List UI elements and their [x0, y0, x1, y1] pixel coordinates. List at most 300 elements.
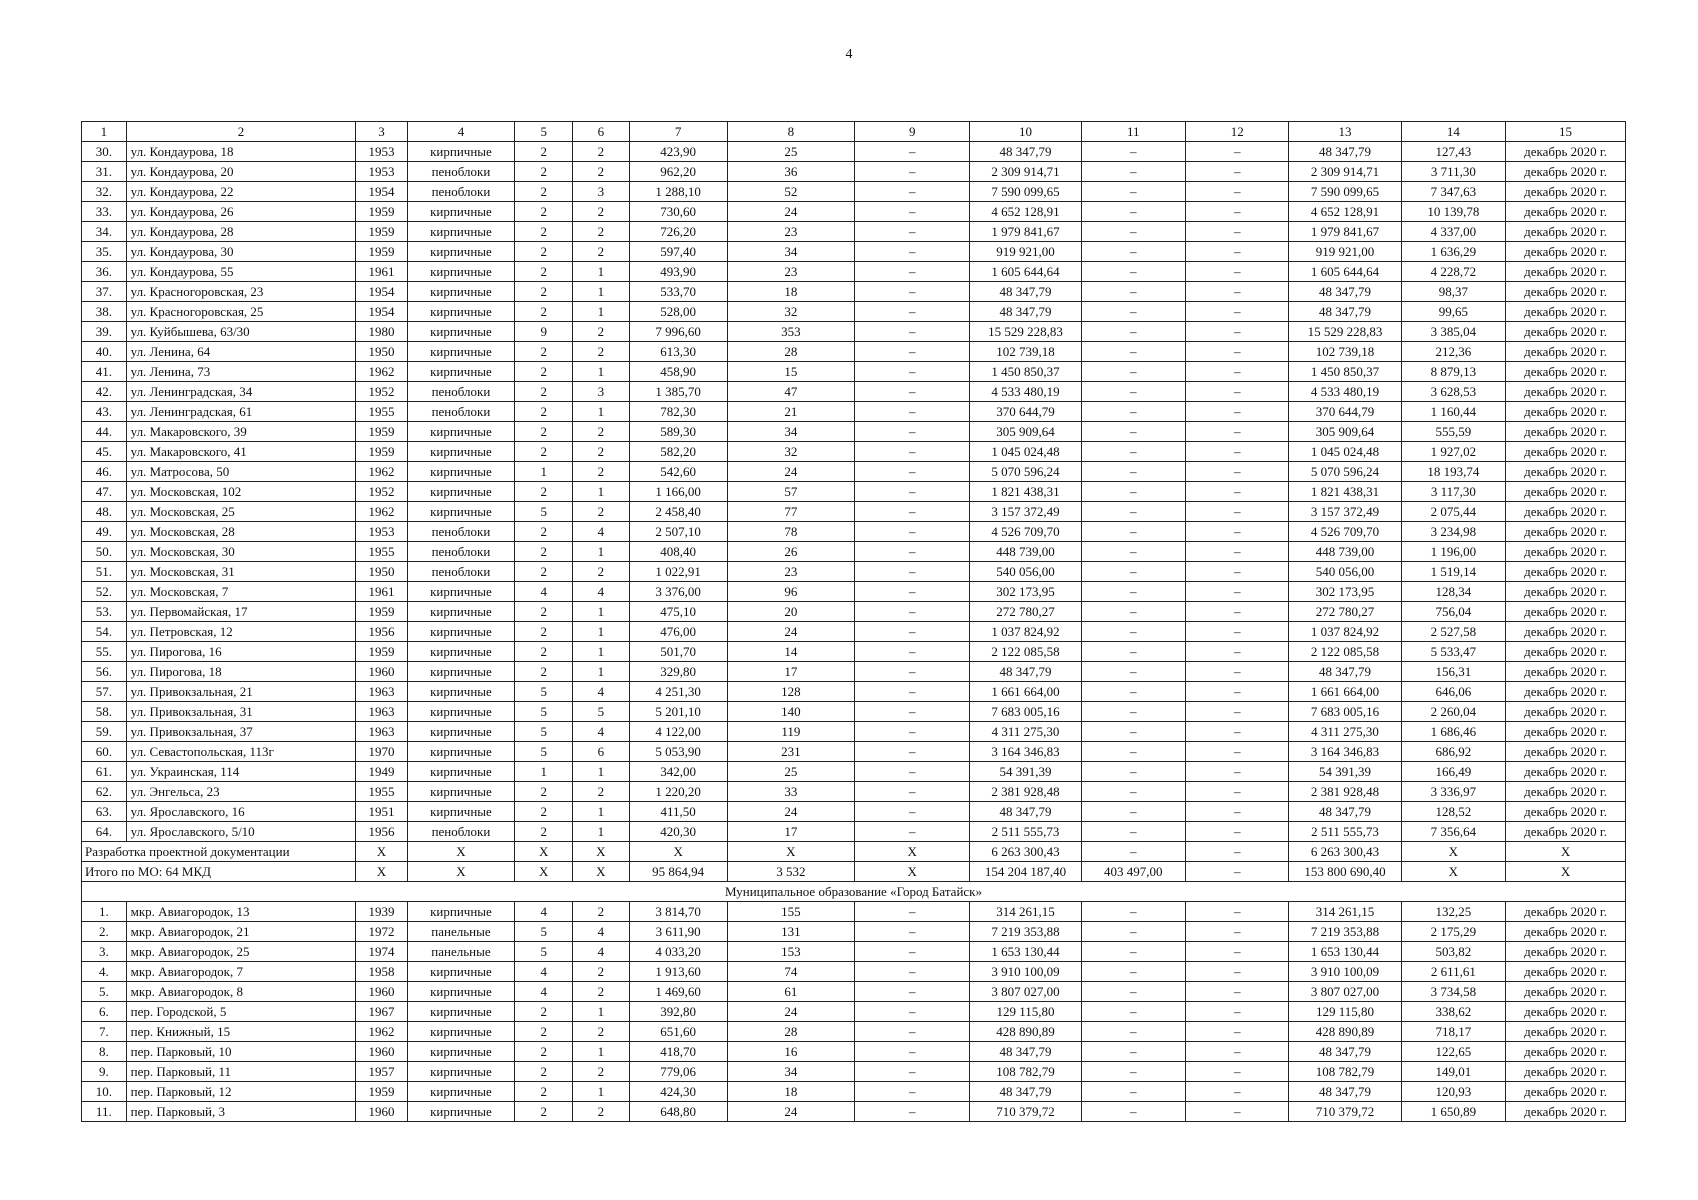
table-cell: – — [1186, 442, 1289, 462]
table-cell: – — [1186, 502, 1289, 522]
table-cell: 2 075,44 — [1401, 502, 1506, 522]
table-cell: декабрь 2020 г. — [1506, 182, 1626, 202]
table-row — [82, 162, 1626, 182]
column-header: 3 — [356, 122, 407, 142]
table-row — [82, 1062, 1626, 1082]
table-cell: 7 996,60 — [629, 322, 727, 342]
table-cell: – — [1081, 1082, 1186, 1102]
table-cell: 1 160,44 — [1401, 402, 1506, 422]
table-row — [82, 982, 1626, 1002]
table-cell: декабрь 2020 г. — [1506, 242, 1626, 262]
table-cell: 1955 — [356, 542, 407, 562]
table-cell: 24 — [727, 1002, 854, 1022]
table-cell: 1959 — [356, 422, 407, 442]
table-cell: декабрь 2020 г. — [1506, 782, 1626, 802]
table-cell: 35. — [82, 242, 127, 262]
table-cell: 962,20 — [629, 162, 727, 182]
table-cell: 2 — [515, 242, 573, 262]
table-row — [82, 382, 1626, 402]
table-cell: 5 — [573, 702, 630, 722]
table-cell: – — [1186, 142, 1289, 162]
table-cell: кирпичные — [407, 462, 515, 482]
table-cell: – — [1186, 282, 1289, 302]
table-cell: 1 — [573, 282, 630, 302]
table-cell: 1962 — [356, 362, 407, 382]
table-cell: 1 650,89 — [1401, 1102, 1506, 1122]
table-cell: 1 653 130,44 — [1289, 942, 1401, 962]
table-cell: 61. — [82, 762, 127, 782]
table-cell: 779,06 — [629, 1062, 727, 1082]
table-cell: 48 347,79 — [1289, 282, 1401, 302]
table-cell: 302 173,95 — [970, 582, 1081, 602]
table-cell: кирпичные — [407, 682, 515, 702]
table-cell: – — [1081, 462, 1186, 482]
table-cell: 52 — [727, 182, 854, 202]
table-cell: декабрь 2020 г. — [1506, 682, 1626, 702]
table-cell: декабрь 2020 г. — [1506, 502, 1626, 522]
table-row — [82, 422, 1626, 442]
table-cell: 52. — [82, 582, 127, 602]
table-cell: 2 — [515, 162, 573, 182]
table-cell: Х — [356, 862, 407, 882]
table-cell: декабрь 2020 г. — [1506, 462, 1626, 482]
table-cell: 1 605 644,64 — [1289, 262, 1401, 282]
table-cell: 2 — [515, 142, 573, 162]
address-cell: ул. Петровская, 12 — [126, 622, 356, 642]
table-cell: 1 022,91 — [629, 562, 727, 582]
table-cell: 476,00 — [629, 622, 727, 642]
table-cell: 2 — [573, 442, 630, 462]
address-cell: ул. Макаровского, 41 — [126, 442, 356, 462]
table-cell: декабрь 2020 г. — [1506, 142, 1626, 162]
address-cell: ул. Ленина, 73 — [126, 362, 356, 382]
table-cell: – — [855, 142, 970, 162]
table-cell: пеноблоки — [407, 182, 515, 202]
table-row — [82, 782, 1626, 802]
table-cell: 54. — [82, 622, 127, 642]
table-cell: 2 — [515, 602, 573, 622]
table-cell: 2 — [573, 1022, 630, 1042]
table-cell: 120,93 — [1401, 1082, 1506, 1102]
table-cell: 1 220,20 — [629, 782, 727, 802]
table-row — [82, 502, 1626, 522]
table-row — [82, 482, 1626, 502]
table-cell: 420,30 — [629, 822, 727, 842]
table-cell: 782,30 — [629, 402, 727, 422]
table-cell: 3 — [573, 182, 630, 202]
table-cell: – — [855, 1022, 970, 1042]
table-row — [82, 362, 1626, 382]
table-cell: 2 — [573, 242, 630, 262]
table-cell: декабрь 2020 г. — [1506, 222, 1626, 242]
table-cell: 2 260,04 — [1401, 702, 1506, 722]
table-cell: – — [855, 1042, 970, 1062]
table-cell: 2 — [573, 342, 630, 362]
table-cell: 48 347,79 — [970, 662, 1081, 682]
table-cell: 1961 — [356, 262, 407, 282]
table-cell: декабрь 2020 г. — [1506, 742, 1626, 762]
table-cell: 34 — [727, 422, 854, 442]
table-cell: – — [1081, 902, 1186, 922]
table-cell: декабрь 2020 г. — [1506, 482, 1626, 502]
table-cell: – — [1081, 542, 1186, 562]
table-cell: 1 166,00 — [629, 482, 727, 502]
table-cell: 9 — [515, 322, 573, 342]
table-cell: 30. — [82, 142, 127, 162]
table-cell: – — [855, 482, 970, 502]
table-cell: – — [1186, 702, 1289, 722]
table-cell: 4 533 480,19 — [970, 382, 1081, 402]
table-cell: 329,80 — [629, 662, 727, 682]
table-cell: 1 469,60 — [629, 982, 727, 1002]
table-cell: 2 — [515, 562, 573, 582]
header-row — [82, 122, 1626, 142]
table-cell: – — [1186, 382, 1289, 402]
table-cell: 2 — [573, 222, 630, 242]
table-cell: 4 — [515, 582, 573, 602]
column-header: 7 — [629, 122, 727, 142]
table-cell: 5 201,10 — [629, 702, 727, 722]
table-cell: 353 — [727, 322, 854, 342]
table-cell: декабрь 2020 г. — [1506, 962, 1626, 982]
table-cell: – — [855, 1082, 970, 1102]
table-cell: Х — [855, 862, 970, 882]
table-cell: 648,80 — [629, 1102, 727, 1122]
table-cell: – — [1081, 382, 1186, 402]
table-cell: 2 — [515, 782, 573, 802]
table-cell: 651,60 — [629, 1022, 727, 1042]
table-cell: – — [855, 282, 970, 302]
table-cell: пеноблоки — [407, 402, 515, 422]
table-cell: 686,92 — [1401, 742, 1506, 762]
table-row — [82, 442, 1626, 462]
table-cell: 4 033,20 — [629, 942, 727, 962]
table-cell: кирпичные — [407, 902, 515, 922]
table-cell: декабрь 2020 г. — [1506, 662, 1626, 682]
table-cell: – — [1186, 202, 1289, 222]
table-cell: 34 — [727, 242, 854, 262]
table-cell: – — [1186, 782, 1289, 802]
column-header: 2 — [126, 122, 356, 142]
table-cell: 1 450 850,37 — [1289, 362, 1401, 382]
table-cell: 1 979 841,67 — [970, 222, 1081, 242]
table-cell: 7 683 005,16 — [1289, 702, 1401, 722]
table-cell: 540 056,00 — [970, 562, 1081, 582]
table-cell: – — [1186, 1002, 1289, 1022]
table-cell: декабрь 2020 г. — [1506, 1082, 1626, 1102]
table-cell: 1 037 824,92 — [1289, 622, 1401, 642]
table-cell: 1 — [573, 402, 630, 422]
table-cell: – — [1081, 762, 1186, 782]
table-cell: – — [1081, 562, 1186, 582]
table-cell: 5 533,47 — [1401, 642, 1506, 662]
table-cell: 272 780,27 — [1289, 602, 1401, 622]
table-cell: – — [1081, 582, 1186, 602]
table-cell: кирпичные — [407, 322, 515, 342]
table-cell: 589,30 — [629, 422, 727, 442]
table-cell: 1 — [573, 822, 630, 842]
table-cell: 2 — [515, 1042, 573, 1062]
table-cell: 919 921,00 — [970, 242, 1081, 262]
table-cell: 1 — [573, 362, 630, 382]
table-cell: – — [1186, 742, 1289, 762]
table-cell: 21 — [727, 402, 854, 422]
table-cell: 1957 — [356, 1062, 407, 1082]
table-cell: – — [1081, 142, 1186, 162]
table-cell: 7 590 099,65 — [970, 182, 1081, 202]
table-row — [82, 142, 1626, 162]
table-cell: Х — [1401, 862, 1506, 882]
table-cell: 710 379,72 — [970, 1102, 1081, 1122]
table-cell: 4 — [573, 922, 630, 942]
table-row — [82, 322, 1626, 342]
table-cell: – — [1186, 422, 1289, 442]
table-cell: – — [1081, 742, 1186, 762]
table-cell: 2 611,61 — [1401, 962, 1506, 982]
table-cell: 2 — [573, 782, 630, 802]
table-cell: 15 — [727, 362, 854, 382]
table-cell: – — [1081, 1022, 1186, 1042]
table-cell: кирпичные — [407, 582, 515, 602]
column-header: 6 — [573, 122, 630, 142]
table-cell: 533,70 — [629, 282, 727, 302]
table-cell: – — [855, 542, 970, 562]
address-cell: ул. Красногоровская, 23 — [126, 282, 356, 302]
table-cell: 31. — [82, 162, 127, 182]
table-cell: 4 — [515, 902, 573, 922]
table-cell: – — [855, 1102, 970, 1122]
table-cell: декабрь 2020 г. — [1506, 162, 1626, 182]
address-cell: ул. Московская, 102 — [126, 482, 356, 502]
table-cell: 64. — [82, 822, 127, 842]
table-cell: 127,43 — [1401, 142, 1506, 162]
table-row — [82, 902, 1626, 922]
page-number: 4 — [845, 47, 853, 62]
table-cell: – — [1081, 242, 1186, 262]
table-cell: кирпичные — [407, 482, 515, 502]
table-cell: 2 — [573, 462, 630, 482]
summary-label: Итого по МО: 64 МКД — [82, 862, 356, 882]
table-cell: 14 — [727, 642, 854, 662]
column-header: 12 — [1186, 122, 1289, 142]
table-cell: 1 913,60 — [629, 962, 727, 982]
table-cell: 540 056,00 — [1289, 562, 1401, 582]
table-cell: 1 — [573, 1042, 630, 1062]
table-cell: – — [1081, 962, 1186, 982]
table-cell: – — [855, 702, 970, 722]
table-cell: декабрь 2020 г. — [1506, 202, 1626, 222]
table-cell: 1960 — [356, 1042, 407, 1062]
table-cell: кирпичные — [407, 342, 515, 362]
address-cell: мкр. Авиагородок, 21 — [126, 922, 356, 942]
table-row — [82, 622, 1626, 642]
table-cell: 2 122 085,58 — [1289, 642, 1401, 662]
table-cell: 1963 — [356, 702, 407, 722]
table-cell: 2 309 914,71 — [1289, 162, 1401, 182]
table-cell: 63. — [82, 802, 127, 822]
table-cell: 5. — [82, 982, 127, 1002]
table-cell: кирпичные — [407, 722, 515, 742]
table-cell: кирпичные — [407, 1082, 515, 1102]
table-row — [82, 802, 1626, 822]
table-cell: панельные — [407, 942, 515, 962]
table-cell: – — [855, 962, 970, 982]
table-cell: 108 782,79 — [970, 1062, 1081, 1082]
table-cell: кирпичные — [407, 362, 515, 382]
table-cell: 1974 — [356, 942, 407, 962]
table-cell: 475,10 — [629, 602, 727, 622]
table-cell: 1953 — [356, 522, 407, 542]
table-container — [81, 121, 1626, 1122]
table-cell: 2 — [515, 482, 573, 502]
table-cell: 428 890,89 — [1289, 1022, 1401, 1042]
table-cell: 2 527,58 — [1401, 622, 1506, 642]
table-cell: 7 590 099,65 — [1289, 182, 1401, 202]
table-row — [82, 222, 1626, 242]
table-cell: 129 115,80 — [970, 1002, 1081, 1022]
table-cell: 272 780,27 — [970, 602, 1081, 622]
table-cell: пеноблоки — [407, 382, 515, 402]
table-cell: 5 — [515, 682, 573, 702]
table-cell: 47. — [82, 482, 127, 502]
table-cell: – — [1186, 342, 1289, 362]
table-cell: 4 — [515, 982, 573, 1002]
table-cell: 33 — [727, 782, 854, 802]
table-cell: 1 605 644,64 — [970, 262, 1081, 282]
address-cell: пер. Парковый, 3 — [126, 1102, 356, 1122]
address-cell: ул. Московская, 30 — [126, 542, 356, 562]
table-cell: – — [1186, 962, 1289, 982]
table-cell: 1956 — [356, 822, 407, 842]
table-cell: – — [1186, 902, 1289, 922]
table-cell: 36. — [82, 262, 127, 282]
table-cell: 3 814,70 — [629, 902, 727, 922]
table-cell: 40. — [82, 342, 127, 362]
table-cell: декабрь 2020 г. — [1506, 1062, 1626, 1082]
table-cell: 2 511 555,73 — [970, 822, 1081, 842]
table-cell: 2 — [515, 1102, 573, 1122]
table-cell: – — [1186, 582, 1289, 602]
table-cell: 4 652 128,91 — [970, 202, 1081, 222]
table-cell: – — [1081, 502, 1186, 522]
table-cell: 1959 — [356, 222, 407, 242]
table-cell: 2 — [515, 202, 573, 222]
table-cell: кирпичные — [407, 1102, 515, 1122]
table-cell: 166,49 — [1401, 762, 1506, 782]
table-cell: 338,62 — [1401, 1002, 1506, 1022]
table-cell: 38. — [82, 302, 127, 322]
table-cell: 428 890,89 — [970, 1022, 1081, 1042]
table-cell: 2 — [573, 982, 630, 1002]
table-cell: 1951 — [356, 802, 407, 822]
table-cell: 305 909,64 — [1289, 422, 1401, 442]
table-cell: – — [1081, 422, 1186, 442]
table-cell: 58. — [82, 702, 127, 722]
table-cell: 28 — [727, 342, 854, 362]
table-cell: декабрь 2020 г. — [1506, 722, 1626, 742]
table-cell: 1962 — [356, 462, 407, 482]
table-cell: 1 661 664,00 — [1289, 682, 1401, 702]
table-cell: – — [855, 722, 970, 742]
table-cell: 2 — [573, 162, 630, 182]
address-cell: ул. Московская, 31 — [126, 562, 356, 582]
table-cell: 8. — [82, 1042, 127, 1062]
table-cell: 3 234,98 — [1401, 522, 1506, 542]
table-cell: кирпичные — [407, 702, 515, 722]
table-cell: 62. — [82, 782, 127, 802]
table-cell: 1 661 664,00 — [970, 682, 1081, 702]
column-header: 10 — [970, 122, 1081, 142]
table-cell: декабрь 2020 г. — [1506, 822, 1626, 842]
table-cell: – — [1081, 602, 1186, 622]
table-cell: пеноблоки — [407, 822, 515, 842]
table-cell: – — [855, 422, 970, 442]
table-cell: 2 — [573, 1062, 630, 1082]
address-cell: ул. Красногоровская, 25 — [126, 302, 356, 322]
table-cell: 919 921,00 — [1289, 242, 1401, 262]
table-cell: 54 391,39 — [1289, 762, 1401, 782]
table-cell: 1954 — [356, 282, 407, 302]
table-cell: кирпичные — [407, 422, 515, 442]
table-cell: – — [1081, 402, 1186, 422]
table-cell: 47 — [727, 382, 854, 402]
table-cell: 102 739,18 — [970, 342, 1081, 362]
table-cell: 1953 — [356, 162, 407, 182]
table-cell: кирпичные — [407, 442, 515, 462]
table-cell: 7 347,63 — [1401, 182, 1506, 202]
table-cell: – — [1186, 362, 1289, 382]
address-cell: ул. Привокзальная, 37 — [126, 722, 356, 742]
table-cell: – — [1186, 322, 1289, 342]
table-cell: 23 — [727, 222, 854, 242]
table-cell: 2 — [515, 522, 573, 542]
table-cell: 20 — [727, 602, 854, 622]
table-cell: 3 910 100,09 — [970, 962, 1081, 982]
table-cell: 1955 — [356, 402, 407, 422]
table-cell: 2 — [515, 1082, 573, 1102]
table-cell: 3 164 346,83 — [1289, 742, 1401, 762]
table-cell: Х — [1506, 842, 1626, 862]
column-header: 13 — [1289, 122, 1401, 142]
table-cell: 149,01 — [1401, 1062, 1506, 1082]
table-cell: 46. — [82, 462, 127, 482]
table-cell: – — [855, 442, 970, 462]
table-cell: – — [1186, 722, 1289, 742]
table-cell: 2 175,29 — [1401, 922, 1506, 942]
table-cell: декабрь 2020 г. — [1506, 522, 1626, 542]
table-cell: – — [855, 402, 970, 422]
table-row — [82, 262, 1626, 282]
table-cell: 2 381 928,48 — [1289, 782, 1401, 802]
table-cell: 25 — [727, 142, 854, 162]
table-row — [82, 942, 1626, 962]
table-cell: 2 — [573, 422, 630, 442]
column-header: 15 — [1506, 122, 1626, 142]
table-cell: кирпичные — [407, 1062, 515, 1082]
table-cell: Х — [515, 862, 573, 882]
table-cell: 1960 — [356, 1102, 407, 1122]
table-cell: 9. — [82, 1062, 127, 1082]
table-row — [82, 282, 1626, 302]
table-cell: декабрь 2020 г. — [1506, 562, 1626, 582]
table-cell: – — [1186, 1082, 1289, 1102]
table-cell: 7 356,64 — [1401, 822, 1506, 842]
table-cell: 1 385,70 — [629, 382, 727, 402]
table-cell: 305 909,64 — [970, 422, 1081, 442]
table-cell: Х — [573, 842, 630, 862]
table-cell: – — [855, 202, 970, 222]
table-row — [82, 722, 1626, 742]
